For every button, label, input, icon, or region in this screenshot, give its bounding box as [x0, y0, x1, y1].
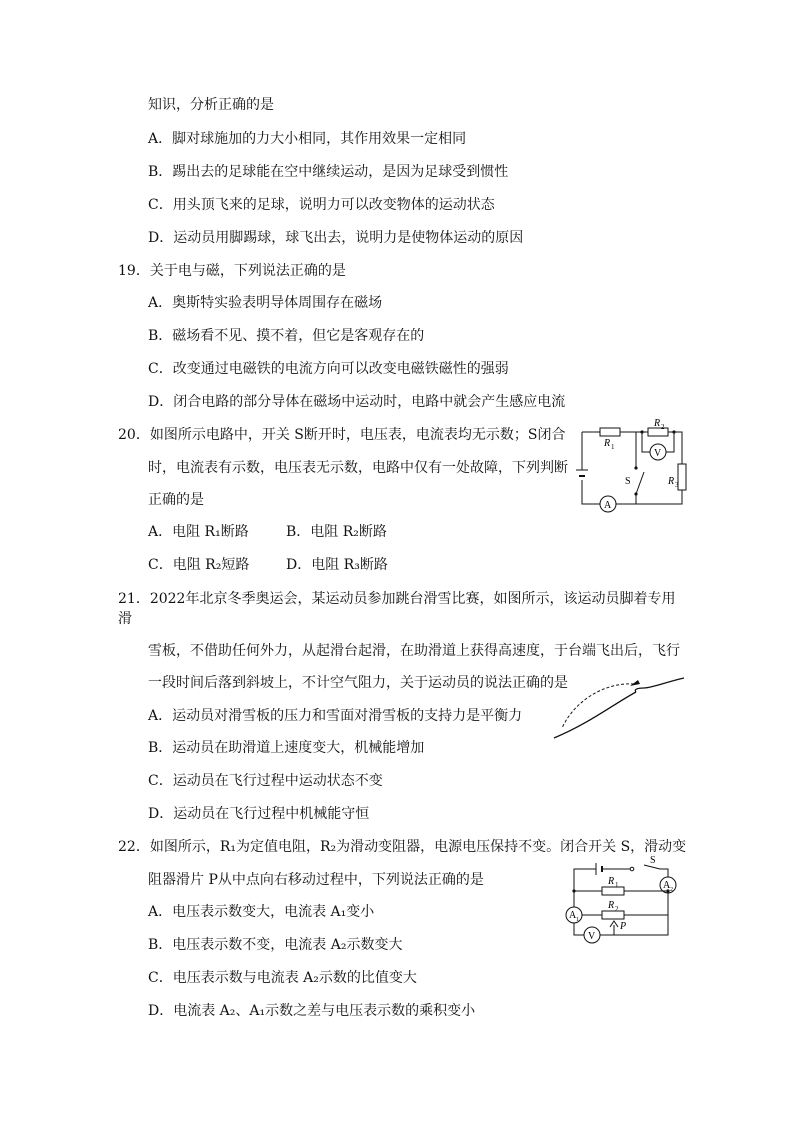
q21-option-b: B．运动员在助滑道上速度变大，机械能增加	[148, 740, 425, 756]
q19-option-b: B．磁场看不见、摸不着，但它是客观存在的	[148, 328, 425, 344]
q22-circuit-figure	[562, 855, 686, 947]
q21-stem-line3: 一段时间后落到斜坡上，不计空气阻力，关于运动员的说法正确的是	[148, 675, 568, 691]
q21-option-c: C．运动员在飞行过程中运动状态不变	[148, 773, 383, 789]
q20-option-d: D．电阻 R₃断路	[286, 557, 388, 573]
q22-r1-sub: 1	[615, 881, 619, 889]
q22-a1-label: A	[569, 910, 577, 921]
q22-stem-line1: 22．如图所示，R₁为定值电阻，R₂为滑动变阻器，电源电压保持不变。闭合开关 S，滑动变	[118, 839, 687, 855]
q22-a2-label: A	[663, 880, 671, 891]
q22-option-d: D．电流表 A₂、A₁示数之差与电压表示数的乘积变小	[148, 1003, 476, 1019]
q21-stem-line2: 雪板，不借助任何外力，从起滑台起滑，在助滑道上获得高速度，于台端飞出后，飞行	[148, 643, 680, 659]
q20-r2-sub: 2	[661, 423, 665, 431]
q22-option-a: A．电压表示数变大，电流表 A₁变小	[148, 904, 375, 920]
q21-option-d: D．运动员在飞行过程中机械能守恒	[148, 806, 370, 822]
q18-option-b: B．踢出去的足球能在空中继续运动，是因为足球受到惯性	[148, 164, 509, 180]
q20-option-b: B．电阻 R₂断路	[286, 524, 387, 540]
q20-option-a: A．电阻 R₁断路	[148, 524, 249, 540]
q18-option-c: C．用头顶飞来的足球，说明力可以改变物体的运动状态	[148, 197, 495, 213]
q20-stem-line2: 时，电流表有示数，电压表无示数，电路中仅有一处故障，下列判断	[148, 460, 568, 476]
q20-r3-sub: 3	[675, 481, 679, 489]
q21-option-a: A．运动员对滑雪板的压力和雪面对滑雪板的支持力是平衡力	[148, 708, 523, 724]
q20-stem-line3: 正确的是	[148, 492, 204, 508]
q22-switch-label: S	[650, 855, 656, 866]
q20-voltmeter-label: V	[654, 448, 662, 459]
q20-option-c: C．电阻 R₂短路	[148, 557, 250, 573]
q21-ski-jump-figure	[548, 672, 688, 742]
q20-switch-label: S	[625, 476, 631, 487]
q22-r2-label: R	[608, 900, 615, 911]
q20-r3-label: R	[668, 476, 675, 487]
q22-r1-label: R	[608, 876, 615, 887]
q19-option-a: A．奥斯特实验表明导体周围存在磁场	[148, 295, 383, 311]
q19-option-c: C．改变通过电磁铁的电流方向可以改变电磁铁磁性的强弱	[148, 361, 509, 377]
q22-slider-label: P	[620, 921, 627, 932]
q20-r2-label: R	[654, 418, 661, 429]
q18-option-a: A．脚对球施加的力大小相同，其作用效果一定相同	[148, 131, 467, 147]
q22-voltmeter-label: V	[588, 931, 596, 942]
q18-option-d: D．运动员用脚踢球，球飞出去，说明力是使物体运动的原因	[148, 230, 524, 246]
q22-stem-line2: 阻器滑片 P从中点向右移动过程中，下列说法正确的是	[148, 872, 484, 888]
q20-r1-label: R	[604, 438, 611, 449]
q22-a1-sub: 1	[576, 917, 579, 923]
q22-r2-sub: 2	[615, 905, 619, 913]
q20-ammeter-label: A	[604, 500, 612, 511]
q19-stem: 19．关于电与磁，下列说法正确的是	[118, 263, 346, 279]
q20-circuit-figure	[574, 418, 700, 518]
q20-r1-sub: 1	[611, 443, 615, 451]
q20-stem-line1: 20．如图所示电路中，开关 S断开时，电压表，电流表均无示数；S闭合	[118, 427, 566, 443]
q21-stem-line1-wrap: 滑	[118, 611, 132, 627]
q22-option-c: C．电压表示数与电流表 A₂示数的比值变大	[148, 970, 417, 986]
q22-option-b: B．电压表示数不变，电流表 A₂示数变大	[148, 937, 403, 953]
q19-option-d: D．闭合电路的部分导体在磁场中运动时，电路中就会产生感应电流	[148, 394, 566, 410]
q22-a2-sub: 2	[670, 887, 673, 893]
q21-stem-line1: 21．2022年北京冬季奥运会，某运动员参加跳台滑雪比赛，如图所示，该运动员脚着专用	[118, 591, 676, 607]
q18-intro-tail: 知识，分析正确的是	[148, 97, 274, 113]
